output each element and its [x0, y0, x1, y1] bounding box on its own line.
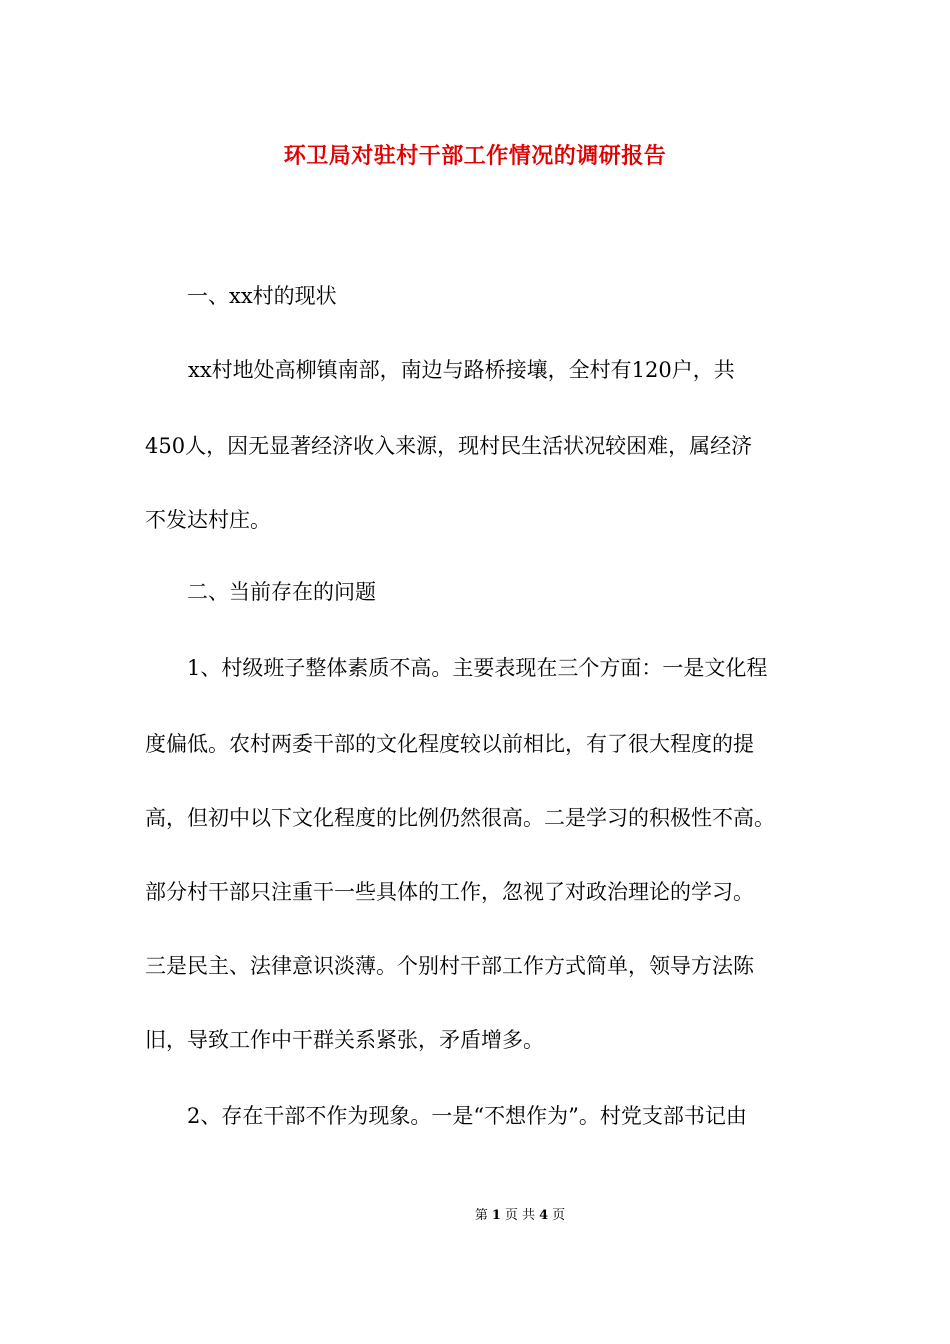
paragraph-line: 2、存在干部不作为现象。一是“不想作为”。村党支部书记由: [145, 1104, 747, 1128]
footer-mid: 页 共: [504, 1208, 536, 1223]
footer-suffix: 页: [552, 1208, 566, 1223]
footer-prefix: 第: [474, 1208, 488, 1223]
footer-total-pages: 4: [539, 1208, 549, 1223]
footer-current-page: 1: [491, 1208, 501, 1223]
paragraph-line: 三是民主、法律意识淡薄。个别村干部工作方式简单，领导方法陈: [145, 954, 754, 978]
paragraph-line: 高，但初中以下文化程度的比例仍然很高。二是学习的积极性不高。: [145, 806, 775, 830]
paragraph-line: 不发达村庄。: [145, 508, 271, 532]
document-title: 环卫局对驻村干部工作情况的调研报告: [283, 143, 667, 169]
page-footer: [0, 1206, 950, 1226]
paragraph-line: 1、村级班子整体素质不高。主要表现在三个方面：一是文化程: [145, 656, 768, 680]
paragraph-line: 450人，因无显著经济收入来源，现村民生活状况较困难，属经济: [145, 434, 753, 458]
paragraph-line: 度偏低。农村两委干部的文化程度较以前相比，有了很大程度的提: [145, 732, 754, 756]
paragraph-line: xx村地处高柳镇南部，南边与路桥接壤，全村有120户，共: [167, 358, 735, 382]
paragraph-line: 旧，导致工作中干群关系紧张，矛盾增多。: [145, 1028, 544, 1052]
heading-section-2: 二、当前存在的问题: [145, 580, 376, 604]
heading-section-1: 一、xx村的现状: [145, 284, 337, 308]
paragraph-line: 部分村干部只注重干一些具体的工作，忽视了对政治理论的学习。: [145, 880, 754, 904]
